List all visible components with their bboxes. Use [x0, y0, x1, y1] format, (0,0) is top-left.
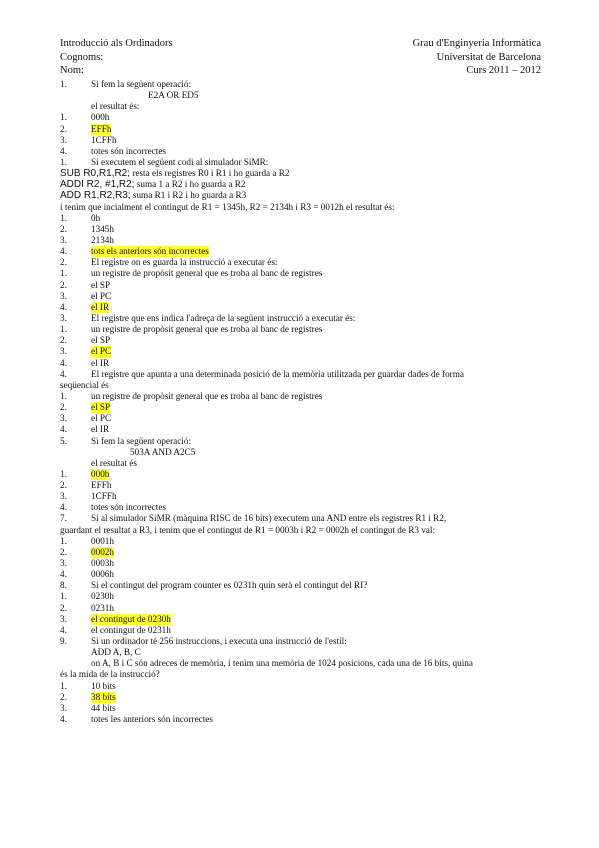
item-text: 44 bits — [91, 702, 116, 713]
item-text: el contingut de 0231h — [91, 624, 171, 635]
item-number: 2. — [60, 279, 67, 290]
item-number: 1. — [60, 212, 67, 223]
text-line — [60, 424, 545, 435]
item-number: 4. — [60, 502, 67, 513]
course-title: Introducció als Ordinadors — [60, 38, 173, 49]
text-line — [60, 90, 545, 101]
item-number: 3. — [60, 346, 67, 357]
item-text: el IR — [91, 424, 110, 435]
item-text: El registre que apunta a una determinada posició de la memòria utilitzada per guardar dades de forma — [91, 368, 464, 379]
text-line — [60, 413, 545, 424]
text-line — [60, 268, 545, 279]
text-line — [60, 525, 545, 536]
item-number: 1. — [60, 268, 67, 279]
text-line — [60, 469, 545, 480]
item-number: 2. — [60, 335, 67, 346]
item-text: un registre de propòsit general que es troba al banc de registres — [91, 390, 323, 401]
text-line — [60, 202, 545, 213]
item-number: 1. — [60, 468, 67, 479]
text-line — [60, 480, 545, 491]
text-line — [60, 569, 545, 580]
continuation-text: guardant el resultat a R3, i tenim que el contingut de R1 = 0003h i R2 = 0002h el contingut de R3 val: — [60, 524, 435, 535]
item-number: 3. — [60, 558, 67, 569]
item-text: Si fem la següent operació: — [91, 435, 192, 446]
code-instruction: ADDI R2, #1,R2; — [60, 179, 135, 191]
item-text: Si el contingut del program counter es 0231h quin serà el contingut del RI? — [91, 580, 368, 591]
text-line — [60, 291, 545, 302]
item-number: 3. — [60, 413, 67, 424]
item-text: 0006h — [91, 569, 114, 580]
text-line — [60, 157, 545, 168]
text-line — [60, 257, 545, 268]
text-line — [60, 658, 545, 669]
text-line — [60, 614, 545, 625]
item-text: 1CFFh — [91, 491, 117, 502]
item-text: El registre on es guarda la instrucció a executar és: — [91, 257, 278, 268]
text-line — [60, 703, 545, 714]
text-line — [60, 124, 545, 135]
text-line — [60, 681, 545, 692]
code-comment: suma R1 i R2 i ho guarda a R3 — [130, 190, 247, 201]
indented-text: 503A AND A2C5 — [130, 446, 196, 457]
item-number: 4. — [60, 246, 67, 257]
text-line — [60, 513, 545, 524]
text-line — [60, 502, 545, 513]
item-number: 1. — [60, 680, 67, 691]
item-number: 2. — [60, 691, 67, 702]
indented-text: ADD A, B, C — [91, 647, 141, 658]
text-line — [60, 625, 545, 636]
surname-label: Cognoms: — [60, 52, 104, 63]
item-text: 2134h — [91, 234, 114, 245]
item-number: 1. — [60, 79, 67, 89]
item-number: 3. — [60, 613, 67, 624]
item-number: 2. — [60, 402, 67, 413]
text-line — [60, 213, 545, 224]
text-line — [60, 246, 545, 257]
item-number: 1. — [60, 390, 67, 401]
item-text: 0003h — [91, 558, 114, 569]
item-text: Si un ordinador té 256 instruccions, i executa una instrucció de l'estil: — [91, 636, 347, 647]
item-number: 7. — [60, 513, 67, 524]
text-line — [60, 714, 545, 725]
continuation-text: és la mida de la instrucció? — [60, 669, 160, 680]
item-text: 10 bits — [91, 680, 116, 691]
highlighted-answer: el PC — [91, 346, 112, 357]
text-line — [60, 369, 545, 380]
item-text: el IR — [91, 357, 110, 368]
item-text: 0230h — [91, 591, 114, 602]
text-line — [60, 391, 545, 402]
indented-text: el resultat és — [91, 457, 137, 468]
item-text: Si executem el següent codi al simulador SiMR: — [91, 156, 269, 167]
item-text: totes són incorrectes — [91, 502, 167, 513]
item-number: 3. — [60, 491, 67, 502]
code-comment: resta els registres R0 i R1 i ho guarda a R2 — [130, 168, 290, 179]
item-number: 2. — [60, 546, 67, 557]
text-line — [60, 168, 545, 179]
text-line — [60, 380, 545, 391]
text-line — [60, 302, 545, 313]
code-instruction: ADD R1,R2,R3; — [60, 190, 131, 202]
item-text: el PC — [91, 413, 112, 424]
text-line — [60, 280, 545, 291]
item-text: el PC — [91, 290, 112, 301]
degree-name: Grau d'Enginyeria Informàtica — [412, 38, 541, 49]
text-line — [60, 335, 545, 346]
text-line — [60, 436, 545, 447]
text-line — [60, 224, 545, 235]
highlighted-answer: EFFh — [91, 123, 112, 134]
item-text: un registre de propòsit general que es troba al banc de registres — [91, 268, 323, 279]
text-line — [60, 146, 545, 157]
text-line — [60, 358, 545, 369]
item-text: totes són incorrectes — [91, 145, 167, 156]
indented-text: on A, B i C són adreces de memòria, i tenim una memòria de 1024 posicions, cada una de 16 bits, quina — [91, 658, 473, 669]
text-line — [60, 190, 545, 201]
text-line — [60, 313, 545, 324]
indented-text: E2A OR ED5 — [148, 90, 199, 101]
item-text: EFFh — [91, 480, 112, 491]
text-line — [60, 491, 545, 502]
text-line — [60, 447, 545, 458]
item-number: 4. — [60, 357, 67, 368]
text-line — [60, 324, 545, 335]
item-text: un registre de propòsit general que es troba al banc de registres — [91, 324, 323, 335]
highlighted-answer: el SP — [91, 402, 111, 413]
item-number: 2. — [60, 223, 67, 234]
item-number: 1. — [60, 535, 67, 546]
text-line — [60, 346, 545, 357]
text-line — [60, 458, 545, 469]
text-line — [60, 580, 545, 591]
item-text: el SP — [91, 335, 111, 346]
item-number: 1. — [60, 156, 67, 167]
item-number: 4. — [60, 714, 67, 725]
item-text: 0h — [91, 212, 101, 223]
text-line — [60, 547, 545, 558]
item-number: 1. — [60, 591, 67, 602]
item-number: 4. — [60, 424, 67, 435]
item-number: 3. — [60, 234, 67, 245]
item-number: 2. — [60, 480, 67, 491]
item-number: 1. — [60, 324, 67, 335]
item-number: 8. — [60, 580, 67, 591]
highlighted-answer: 000h — [91, 468, 110, 479]
item-text: Si al simulador SiMR (màquina RISC de 16 bits) executem una AND entre els registres R1 i R2, — [91, 513, 447, 524]
text-line — [60, 536, 545, 547]
item-number: 3. — [60, 702, 67, 713]
item-text: 000h — [91, 112, 110, 123]
text-line — [60, 558, 545, 569]
highlighted-answer: el IR — [91, 301, 110, 312]
item-text: 1CFFh — [91, 134, 117, 145]
item-text: totes les anteriors són incorrectes — [91, 714, 213, 725]
highlighted-answer: tots els anteriors són incorrectes — [91, 246, 209, 257]
text-line — [60, 79, 545, 90]
item-number: 2. — [60, 123, 67, 134]
university-name: Universitat de Barcelona — [436, 52, 541, 63]
item-number: 2. — [60, 257, 67, 268]
code-instruction: SUB R0,R1,R2; — [60, 168, 131, 180]
continuation-text: i tenim que incialment el contingut de R1 = 1345h, R2 = 2134h i R3 = 0012h el resultat és: — [60, 201, 395, 212]
code-comment: suma 1 a R2 i ho guarda a R2 — [134, 179, 246, 190]
highlighted-answer: el contingut de 0230h — [91, 613, 171, 624]
continuation-text: seqüencial és — [60, 379, 109, 390]
item-number: 4. — [60, 301, 67, 312]
item-text: el SP — [91, 279, 111, 290]
item-number: 1. — [60, 112, 67, 123]
highlighted-answer: 38 bits — [91, 691, 116, 702]
text-line — [60, 135, 545, 146]
text-line — [60, 669, 545, 680]
text-line — [60, 603, 545, 614]
text-line — [60, 179, 545, 190]
text-line — [60, 647, 545, 658]
item-number: 3. — [60, 312, 67, 323]
item-number: 2. — [60, 602, 67, 613]
text-line — [60, 402, 545, 413]
item-text: El registre que ens indica l'adreça de la següent instrucció a executar és: — [91, 312, 356, 323]
text-line — [60, 636, 545, 647]
text-line — [60, 235, 545, 246]
item-number: 4. — [60, 569, 67, 580]
item-text: 0231h — [91, 602, 114, 613]
item-number: 5. — [60, 435, 67, 446]
item-text: 1345h — [91, 223, 114, 234]
text-line — [60, 112, 545, 123]
name-label: Nom: — [60, 65, 84, 76]
highlighted-answer: 0002h — [91, 546, 114, 557]
indented-text: el resultat és: — [91, 101, 140, 112]
question-list — [60, 79, 545, 725]
item-number: 3. — [60, 290, 67, 301]
item-number: 4. — [60, 624, 67, 635]
text-line — [60, 692, 545, 703]
item-text: 0001h — [91, 535, 114, 546]
item-number: 4. — [60, 145, 67, 156]
item-number: 4. — [60, 368, 67, 379]
item-number: 3. — [60, 134, 67, 145]
text-line — [60, 591, 545, 602]
text-line — [60, 101, 545, 112]
item-number: 9. — [60, 636, 67, 647]
academic-year: Curs 2011 – 2012 — [466, 65, 541, 76]
item-text: Si fem la següent operació: — [91, 79, 192, 89]
